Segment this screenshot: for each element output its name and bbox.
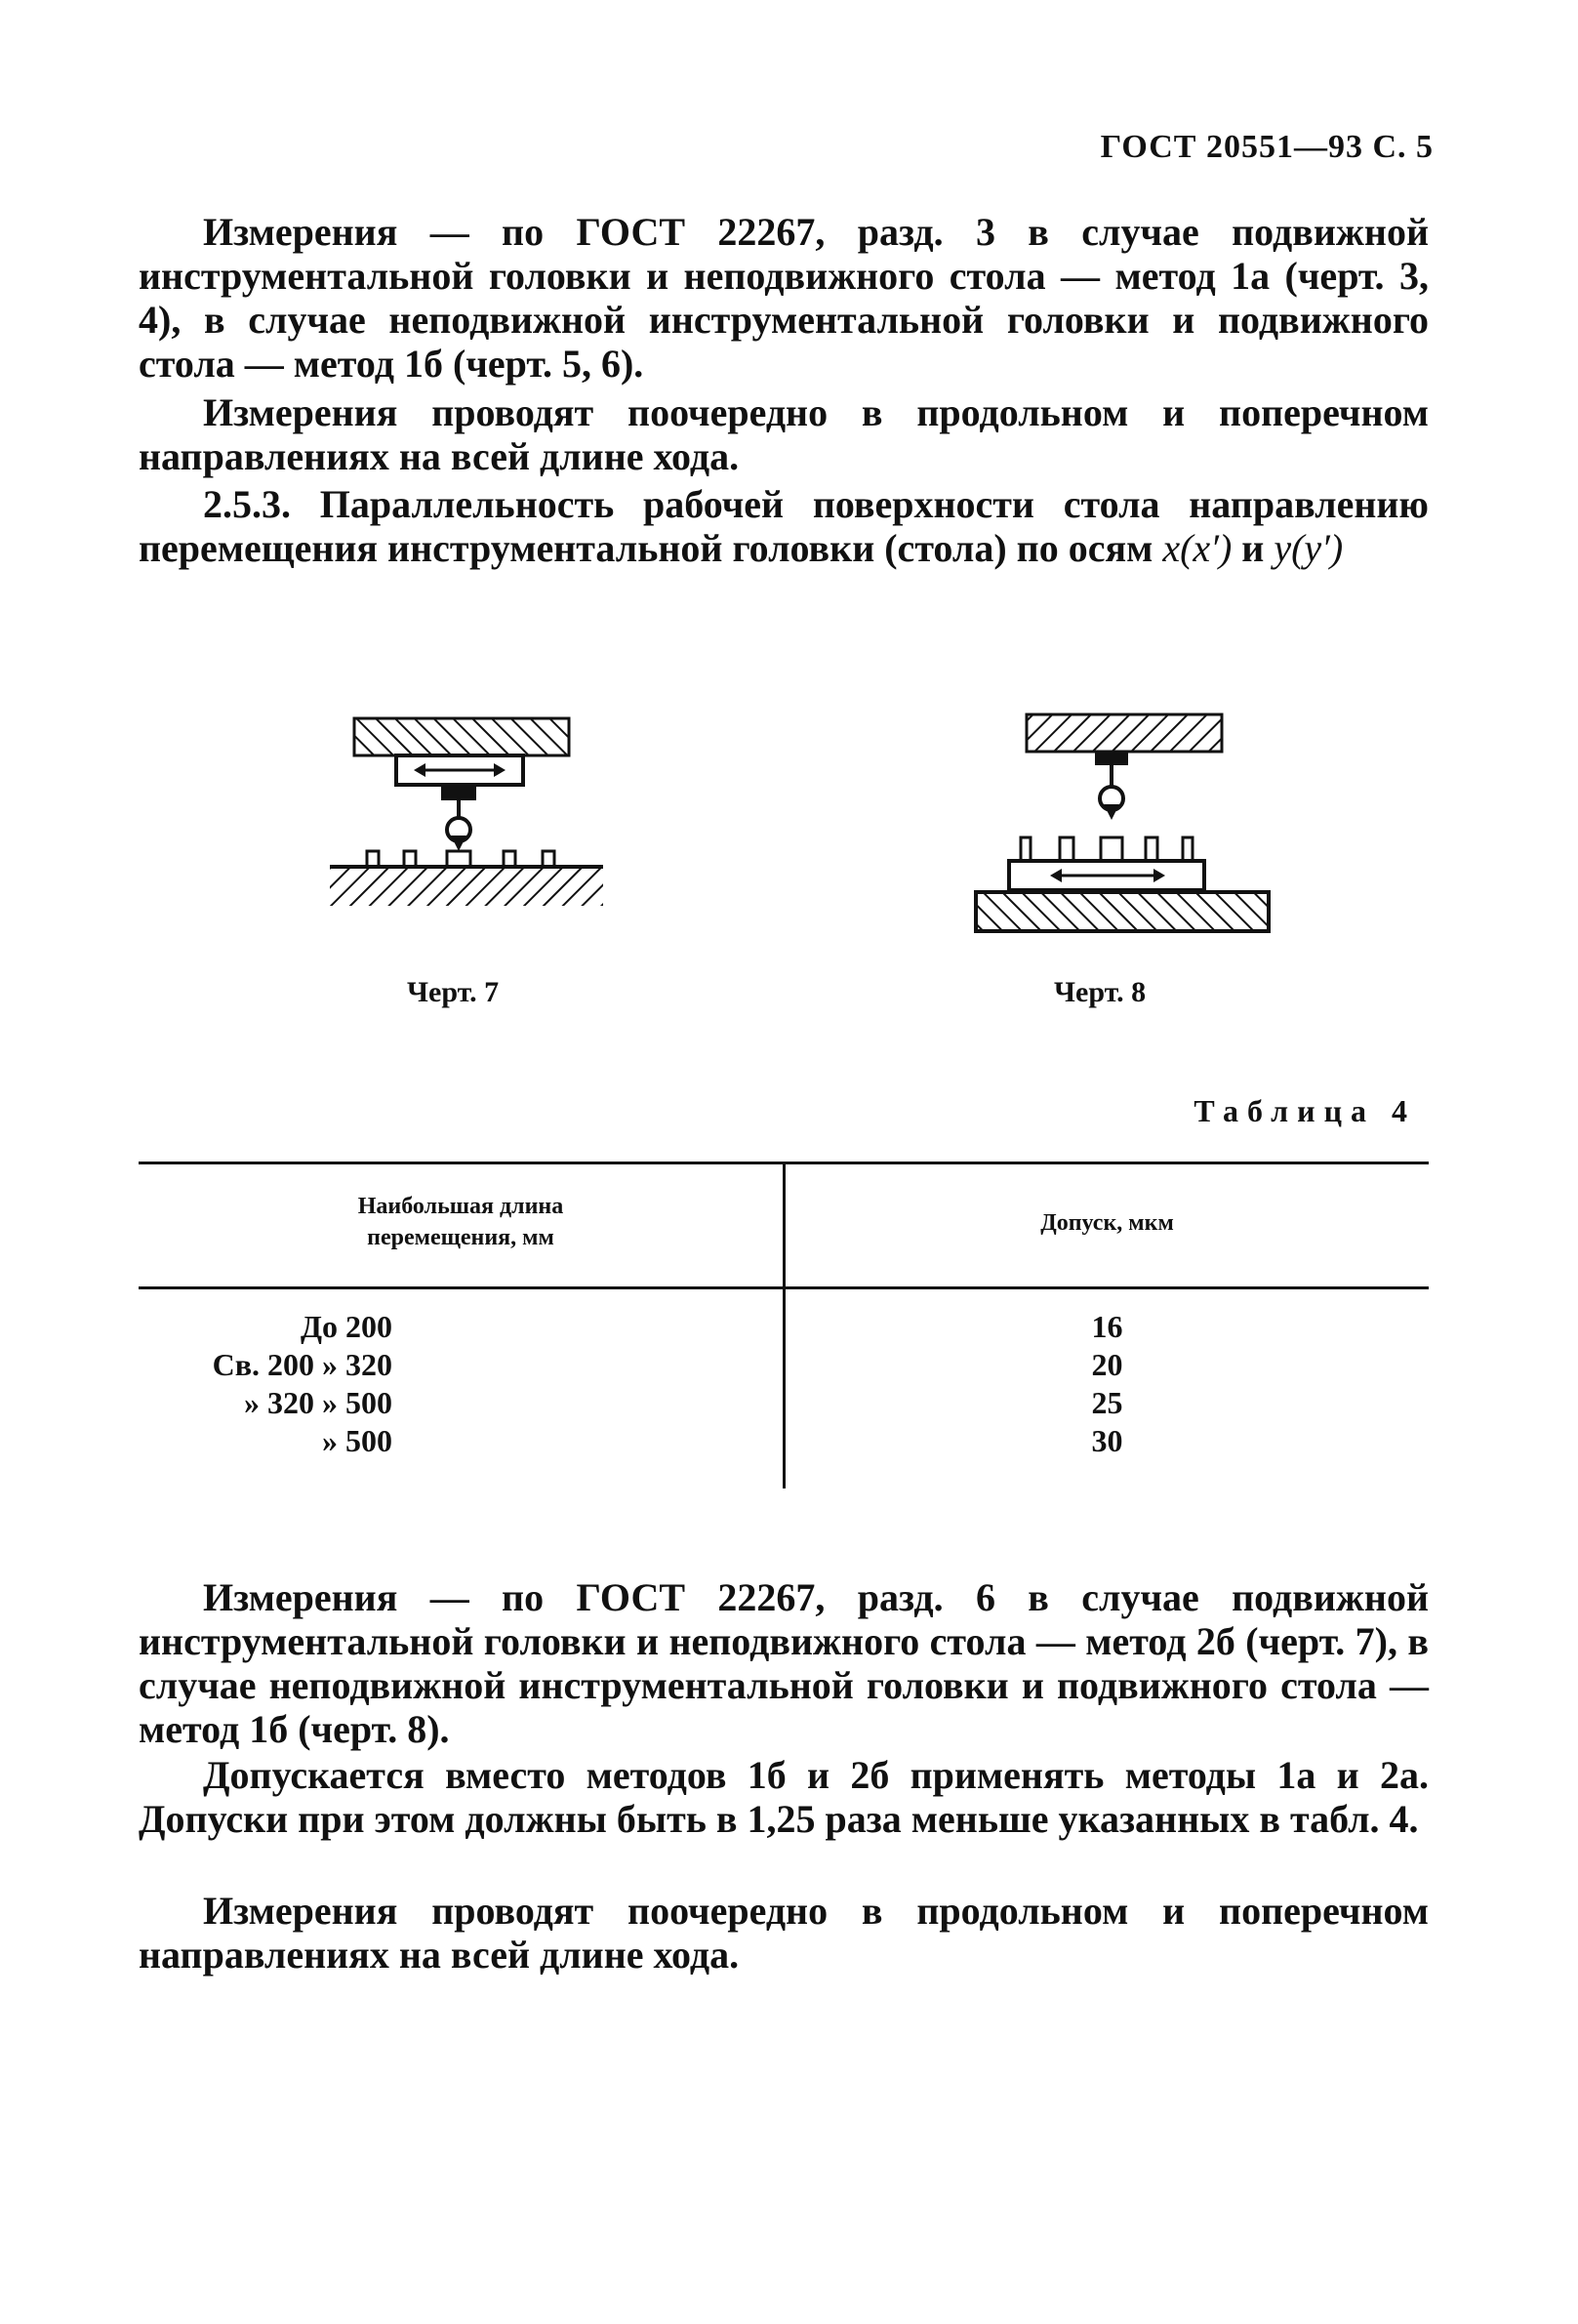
table-cell-length: » 320 » 500 (244, 1385, 392, 1420)
table-header-length-line2: перемещения, мм (367, 1225, 554, 1250)
fig7-table-slots (367, 851, 554, 867)
paragraph-measurements-direction-2: Измерения проводят поочередно в продольном и поперечном направлениях на всей длине хода. (139, 1889, 1429, 1977)
table-cell-length: » 500 (322, 1423, 392, 1458)
table-tolerance-column (786, 1308, 1429, 1460)
table-header-tolerance: Допуск, мкм (1040, 1210, 1174, 1236)
fig7-base (330, 869, 603, 906)
table-cell-tolerance: 20 (1091, 1347, 1123, 1382)
table-cell-tolerance: 16 (1091, 1309, 1123, 1344)
table-cell-length: Св. 200 » 320 (212, 1347, 392, 1382)
axis-y-label: y(y′) (1274, 526, 1344, 570)
table-cell-tolerance: 25 (1091, 1385, 1123, 1420)
table-4 (139, 1162, 1429, 1493)
figure-8-diagram (966, 703, 1278, 957)
paragraph-measurements-direction-1: Измерения проводят поочередно в продольном и поперечном направлениях на всей длине хода. (139, 390, 1429, 478)
paragraph-measurements-1: Измерения — по ГОСТ 22267, разд. 3 в случае подвижной инструментальной головки и неподвижного стола — метод 1а (черт. 3, 4), в случае неподвижной инструментальной головки и подвижного стола — метод 1б (черт. 5, 6). (139, 210, 1429, 386)
table-length-column (139, 1308, 392, 1460)
table-header-length (139, 1191, 783, 1253)
section-2-5-3-text: 2.5.3. Параллельность рабочей поверхности стола направлению перемещения инструментальной головки (стола) по осям (139, 482, 1429, 570)
axis-x-label: x(x′) (1162, 526, 1233, 570)
fig8-table-slots (1021, 837, 1193, 861)
section-2-5-3-heading (139, 482, 1429, 570)
figure-8-caption: Черт. 8 (1054, 976, 1147, 1008)
fig8-top-frame (1027, 714, 1222, 752)
table-header-length-line1: Наибольшая длина (357, 1194, 564, 1219)
table-cell-length: До 200 (300, 1309, 392, 1344)
figure-7-diagram (320, 703, 613, 957)
conjunction-and: и (1232, 526, 1275, 570)
table-4-title: Таблица 4 (1194, 1093, 1416, 1128)
fig8-base (976, 892, 1269, 931)
table-cell-tolerance: 30 (1091, 1423, 1123, 1458)
paragraph-measurements-2: Измерения — по ГОСТ 22267, разд. 6 в случае подвижной инструментальной головки и неподвижного стола — метод 2б (черт. 7), в случае неподвижной инструментальной головки и подвижного стола — метод 1б (черт. 8). (139, 1575, 1429, 1751)
figure-7-caption: Черт. 7 (407, 976, 500, 1008)
paragraph-allowed-methods: Допускается вместо методов 1б и 2б применять методы 1а и 2а. Допуски при этом должны быть в 1,25 раза меньше указанных в табл. 4. (139, 1753, 1429, 1841)
page-header: ГОСТ 20551—93 С. 5 (1100, 129, 1434, 165)
fig7-top-frame (354, 718, 569, 755)
